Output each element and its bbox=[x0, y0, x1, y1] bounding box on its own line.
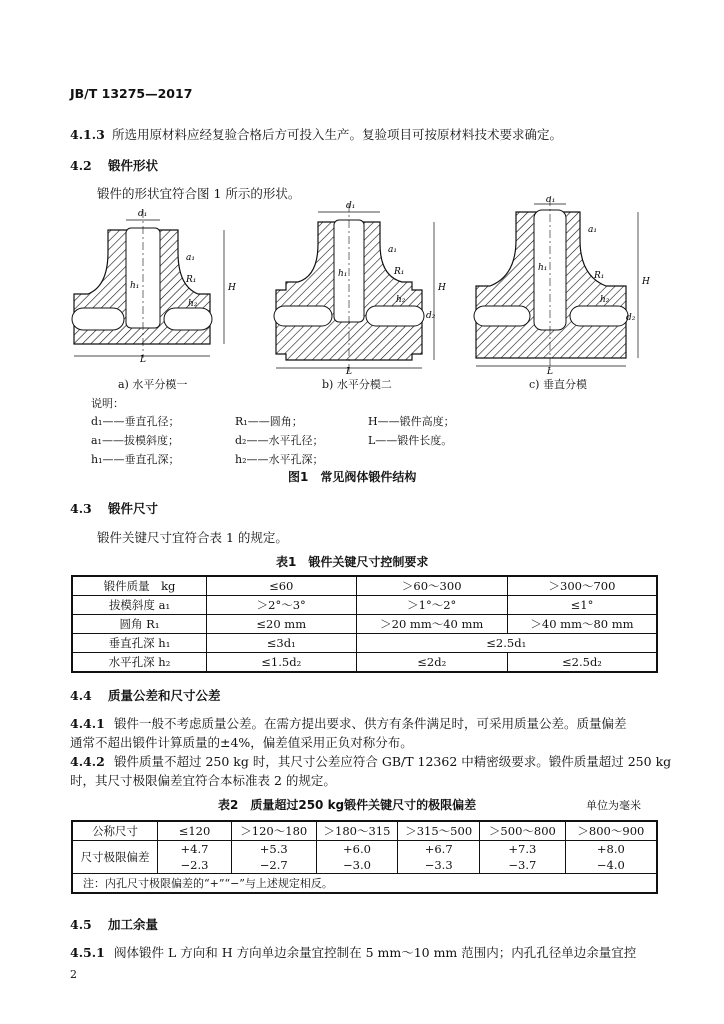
table-cell: ≤2.5d₁ bbox=[356, 634, 657, 653]
section-title: 加工余量 bbox=[108, 917, 159, 932]
table-row bbox=[72, 821, 657, 841]
table-cell: ＞40 mm～80 mm bbox=[507, 615, 657, 634]
table-cell: ＞60～300 bbox=[356, 576, 507, 596]
label-H: H bbox=[438, 283, 446, 293]
table-cell: ＞2°～3° bbox=[207, 596, 357, 615]
label-d1: d₁ bbox=[546, 196, 556, 205]
legend-d1: d₁——垂直孔径； bbox=[91, 415, 180, 428]
clause-4-4-1 bbox=[70, 714, 627, 732]
clause-4-4-1-cont: 通常不超出锻件计算质量的±4%，偏差值采用正负对称分布。 bbox=[70, 735, 413, 750]
table-cell: ≤1.5d₂ bbox=[207, 653, 357, 673]
label-h1: h₁ bbox=[130, 281, 140, 291]
table-cell: +7.3 bbox=[480, 841, 566, 858]
table-cell: ＞1°～2° bbox=[356, 596, 507, 615]
label-a1: a₁ bbox=[388, 245, 397, 255]
table-cell: −2.7 bbox=[231, 857, 316, 874]
table-cell: 垂直孔深 h₁ bbox=[72, 634, 207, 653]
table-cell: ＞120～180 bbox=[231, 821, 316, 841]
clause-text: 阀体锻件 L 方向和 H 方向单边余量宜控制在 5 mm～10 mm 范围内；内孔孔径单边余量宜控 bbox=[114, 945, 637, 960]
label-d2: d₂ bbox=[426, 311, 436, 321]
section-number: 4.4 bbox=[70, 688, 92, 703]
table-cell: +6.0 bbox=[316, 841, 398, 858]
clause-4-4-2-cont: 时，其尺寸极限偏差宜符合本标准表 2 的规定。 bbox=[70, 773, 336, 788]
clause-text: 锻件一般不考虑质量公差。在需方提出要求、供方有条件满足时，可采用质量公差。质量偏差 bbox=[114, 716, 627, 731]
table-cell: ≤3d₁ bbox=[207, 634, 357, 653]
table-cell: +4.7 bbox=[158, 841, 232, 858]
section-title: 质量公差和尺寸公差 bbox=[108, 688, 221, 703]
figure-legend bbox=[0, 0, 724, 480]
table-cell: ＞800～900 bbox=[565, 821, 657, 841]
table-cell: +8.0 bbox=[565, 841, 657, 858]
caption-c: c) 垂直分模 bbox=[529, 378, 587, 391]
table-cell: +5.3 bbox=[231, 841, 316, 858]
table-cell: ＞20 mm～40 mm bbox=[356, 615, 507, 634]
section-number: 4.3 bbox=[70, 501, 92, 516]
section-title: 锻件形状 bbox=[108, 158, 159, 173]
legend-h2: h₂——水平孔深； bbox=[235, 453, 324, 466]
table-row bbox=[72, 596, 657, 615]
table-cell: ＞180～315 bbox=[316, 821, 398, 841]
label-h2: h₂ bbox=[396, 295, 406, 305]
label-h2: h₂ bbox=[600, 295, 610, 305]
label-L: L bbox=[140, 355, 146, 365]
label-H: H bbox=[228, 283, 236, 293]
table-cell: ＞500～800 bbox=[480, 821, 566, 841]
label-h2: h₂ bbox=[188, 299, 198, 309]
clause-text: 锻件质量不超过 250 kg 时，其尺寸公差应符合 GB/T 12362 中精密级要求。锻件质量超过 250 kg bbox=[114, 754, 672, 769]
label-R1: R₁ bbox=[394, 267, 405, 277]
table-cell: −2.3 bbox=[158, 857, 232, 874]
label-d1: d₁ bbox=[138, 209, 148, 219]
table-cell: 拔模斜度 a₁ bbox=[72, 596, 207, 615]
legend-h1: h₁——垂直孔深； bbox=[91, 453, 180, 466]
label-a1: a₁ bbox=[588, 225, 597, 235]
table-cell: −3.7 bbox=[480, 857, 566, 874]
table2-title: 表2 质量超过250 kg锻件关键尺寸的极限偏差 bbox=[218, 798, 477, 812]
standard-number: JB/T 13275—2017 bbox=[70, 86, 193, 101]
table-cell: ≤2d₂ bbox=[356, 653, 507, 673]
table-cell: 公称尺寸 bbox=[72, 821, 158, 841]
label-h1: h₁ bbox=[338, 269, 348, 279]
clause-number: 4.1.3 bbox=[70, 127, 105, 142]
table-row bbox=[72, 615, 657, 634]
table-note: 注：内孔尺寸极限偏差的“+”“−”与上述规定相反。 bbox=[72, 874, 657, 894]
page-number: 2 bbox=[70, 968, 77, 981]
section-4-5-heading bbox=[70, 915, 158, 933]
section-4-2-text: 锻件的形状宜符合图 1 所示的形状。 bbox=[97, 186, 301, 201]
clause-4-4-2 bbox=[70, 752, 671, 770]
legend-a1: a₁——拔模斜度； bbox=[91, 434, 179, 447]
label-L: L bbox=[346, 367, 352, 377]
table-2 bbox=[71, 820, 658, 894]
table-cell: ≤1° bbox=[507, 596, 657, 615]
section-title: 锻件尺寸 bbox=[108, 501, 159, 516]
table-cell: ≤2.5d₂ bbox=[507, 653, 657, 673]
table-row bbox=[72, 841, 657, 858]
table-row bbox=[72, 576, 657, 596]
table-cell: ≤60 bbox=[207, 576, 357, 596]
table-cell: 锻件质量 kg bbox=[72, 576, 207, 596]
label-H: H bbox=[642, 277, 650, 287]
caption-b: b) 水平分模二 bbox=[322, 378, 392, 391]
caption-a: a) 水平分模一 bbox=[118, 378, 188, 391]
label-R1: R₁ bbox=[594, 271, 605, 281]
table1-title: 表1 锻件关键尺寸控制要求 bbox=[276, 555, 429, 569]
section-4-4-heading bbox=[70, 686, 221, 704]
label-a1: a₁ bbox=[186, 253, 195, 263]
legend-title: 说明： bbox=[91, 397, 124, 410]
table-cell: ≤20 mm bbox=[207, 615, 357, 634]
figure-title: 图1 常见阀体锻件结构 bbox=[288, 470, 417, 484]
label-d1: d₁ bbox=[346, 201, 356, 211]
table-row bbox=[72, 874, 657, 894]
table-row bbox=[72, 857, 657, 874]
label-h1: h₁ bbox=[538, 263, 548, 273]
table-cell: 圆角 R₁ bbox=[72, 615, 207, 634]
table-cell: −3.3 bbox=[398, 857, 480, 874]
clause-4-5-1 bbox=[70, 943, 636, 961]
section-4-3-text: 锻件关键尺寸宜符合表 1 的规定。 bbox=[97, 530, 288, 545]
section-4-3-heading bbox=[70, 499, 158, 517]
legend-H: H——锻件高度； bbox=[368, 415, 455, 428]
clause-number: 4.4.2 bbox=[70, 754, 105, 769]
table-row bbox=[72, 653, 657, 673]
table-cell: +6.7 bbox=[398, 841, 480, 858]
legend-d2: d₂——水平孔径； bbox=[235, 434, 324, 447]
table2-unit: 单位为毫米 bbox=[586, 799, 641, 812]
label-L: L bbox=[547, 367, 553, 377]
table-1 bbox=[71, 575, 658, 673]
label-d2: d₂ bbox=[626, 313, 636, 323]
section-number: 4.2 bbox=[70, 158, 92, 173]
table-cell: ≤120 bbox=[158, 821, 232, 841]
section-number: 4.5 bbox=[70, 917, 92, 932]
table-row bbox=[72, 634, 657, 653]
clause-text: 所选用原材料应经复验合格后方可投入生产。复验项目可按原材料技术要求确定。 bbox=[112, 127, 563, 142]
table-cell: 水平孔深 h₂ bbox=[72, 653, 207, 673]
table-cell: −4.0 bbox=[565, 857, 657, 874]
table-cell: ＞315～500 bbox=[398, 821, 480, 841]
table-cell: ＞300～700 bbox=[507, 576, 657, 596]
label-R1: R₁ bbox=[186, 275, 197, 285]
table-cell: −3.0 bbox=[316, 857, 398, 874]
clause-number: 4.5.1 bbox=[70, 945, 105, 960]
clause-number: 4.4.1 bbox=[70, 716, 105, 731]
legend-L: L——锻件长度。 bbox=[368, 434, 453, 447]
legend-R1: R₁——圆角； bbox=[235, 415, 303, 428]
table-cell: 尺寸极限偏差 bbox=[72, 841, 158, 874]
